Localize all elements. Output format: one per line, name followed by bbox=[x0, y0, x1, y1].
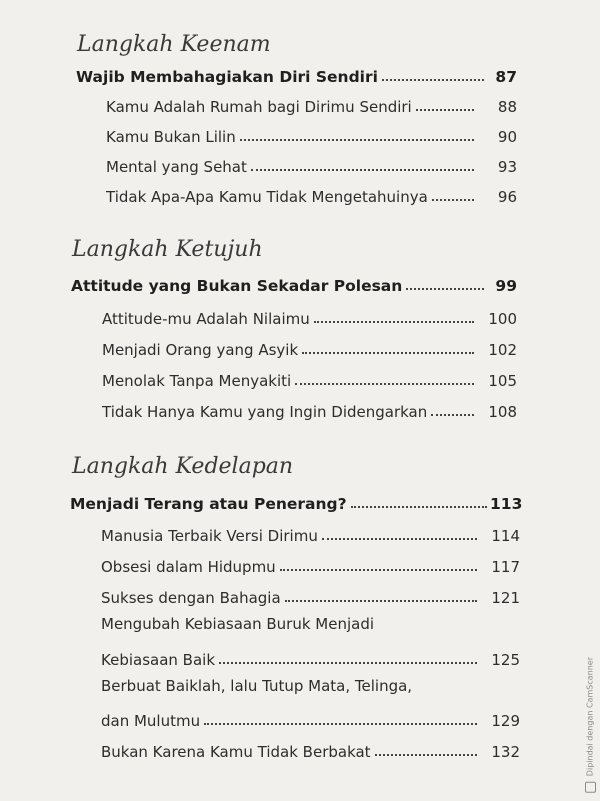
item-title: Manusia Terbaik Versi Dirimu bbox=[101, 527, 318, 545]
leader-dots bbox=[314, 321, 474, 323]
page-number: 87 bbox=[495, 68, 517, 86]
leader-dots bbox=[240, 139, 474, 141]
toc-item-row[interactable] bbox=[101, 735, 520, 761]
item-title: Tidak Apa-Apa Kamu Tidak Mengetahuinya bbox=[106, 188, 428, 206]
camscanner-icon bbox=[585, 782, 596, 793]
page-number: 113 bbox=[490, 495, 523, 513]
page-number: 99 bbox=[495, 277, 517, 295]
leader-dots bbox=[285, 600, 477, 602]
page-number: 125 bbox=[491, 651, 520, 669]
leader-dots bbox=[416, 109, 474, 111]
toc-chapter-row[interactable] bbox=[71, 269, 517, 295]
page-number: 102 bbox=[488, 341, 517, 359]
section-title-langkah-ketujuh: Langkah Ketujuh bbox=[72, 237, 263, 262]
item-title: Menolak Tanpa Menyakiti bbox=[102, 372, 292, 390]
page-number: 105 bbox=[488, 372, 517, 390]
page-number: 117 bbox=[491, 558, 520, 576]
item-title-line1: Mengubah Kebiasaan Buruk Menjadi bbox=[101, 615, 375, 633]
page-number: 114 bbox=[491, 527, 520, 545]
page-number: 90 bbox=[497, 128, 517, 146]
toc-item-row[interactable] bbox=[102, 364, 517, 390]
item-title: Attitude-mu Adalah Nilaimu bbox=[102, 310, 310, 328]
item-title: Mental yang Sehat bbox=[106, 158, 247, 176]
item-title: Obsesi dalam Hidupmu bbox=[101, 558, 276, 576]
page-number: 121 bbox=[491, 589, 520, 607]
page-number: 96 bbox=[497, 188, 517, 206]
page-number: 100 bbox=[488, 310, 517, 328]
leader-dots bbox=[280, 569, 477, 571]
toc-chapter-row[interactable] bbox=[76, 60, 517, 86]
chapter-title: Menjadi Terang atau Penerang? bbox=[70, 495, 347, 513]
leader-dots bbox=[219, 662, 477, 664]
chapter-title: Attitude yang Bukan Sekadar Polesan bbox=[71, 277, 403, 295]
leader-dots bbox=[251, 169, 474, 171]
page-number: 93 bbox=[497, 158, 517, 176]
leader-dots bbox=[295, 383, 474, 385]
leader-dots bbox=[432, 199, 474, 201]
item-title: Tidak Hanya Kamu yang Ingin Didengarkan bbox=[102, 403, 428, 421]
item-title: dan Mulutmu bbox=[101, 712, 201, 730]
toc-item-row[interactable] bbox=[106, 120, 517, 146]
toc-item-row[interactable] bbox=[101, 643, 520, 669]
scanner-watermark bbox=[585, 657, 596, 793]
item-title: Bukan Karena Kamu Tidak Berbakat bbox=[101, 743, 371, 761]
toc-item-row[interactable] bbox=[102, 302, 517, 328]
page-number: 88 bbox=[497, 98, 517, 116]
toc-item-row[interactable] bbox=[106, 180, 517, 206]
toc-item-row[interactable] bbox=[101, 581, 520, 607]
toc-item-row[interactable] bbox=[101, 519, 520, 545]
leader-dots bbox=[351, 506, 487, 508]
leader-dots bbox=[204, 723, 477, 725]
leader-dots bbox=[322, 538, 477, 540]
toc-item-row[interactable] bbox=[102, 333, 517, 359]
toc-chapter-row[interactable] bbox=[70, 487, 523, 513]
page-number: 129 bbox=[491, 712, 520, 730]
item-title: Kebiasaan Baik bbox=[101, 651, 216, 669]
section-title-langkah-kedelapan: Langkah Kedelapan bbox=[72, 454, 294, 479]
watermark-text: Dipindai dengan CamScanner bbox=[585, 657, 595, 777]
item-title-line1: Berbuat Baiklah, lalu Tutup Mata, Telinga, bbox=[101, 677, 413, 695]
toc-item-row[interactable] bbox=[101, 550, 520, 576]
item-title: Menjadi Orang yang Asyik bbox=[102, 341, 299, 359]
chapter-title: Wajib Membahagiakan Diri Sendiri bbox=[76, 68, 378, 86]
leader-dots bbox=[302, 352, 474, 354]
page-number: 108 bbox=[488, 403, 517, 421]
toc-item-row[interactable] bbox=[102, 395, 517, 421]
page-number: 132 bbox=[491, 743, 520, 761]
toc-item-row[interactable] bbox=[101, 704, 520, 730]
item-title: Kamu Adalah Rumah bagi Dirimu Sendiri bbox=[106, 98, 412, 116]
item-title: Kamu Bukan Lilin bbox=[106, 128, 236, 146]
leader-dots bbox=[375, 754, 477, 756]
toc-item-row[interactable] bbox=[106, 150, 517, 176]
section-title-langkah-keenam: Langkah Keenam bbox=[77, 32, 271, 57]
leader-dots bbox=[431, 414, 474, 416]
leader-dots bbox=[382, 79, 484, 81]
leader-dots bbox=[406, 288, 484, 290]
item-title: Sukses dengan Bahagia bbox=[101, 589, 281, 607]
toc-item-row[interactable] bbox=[106, 90, 517, 116]
